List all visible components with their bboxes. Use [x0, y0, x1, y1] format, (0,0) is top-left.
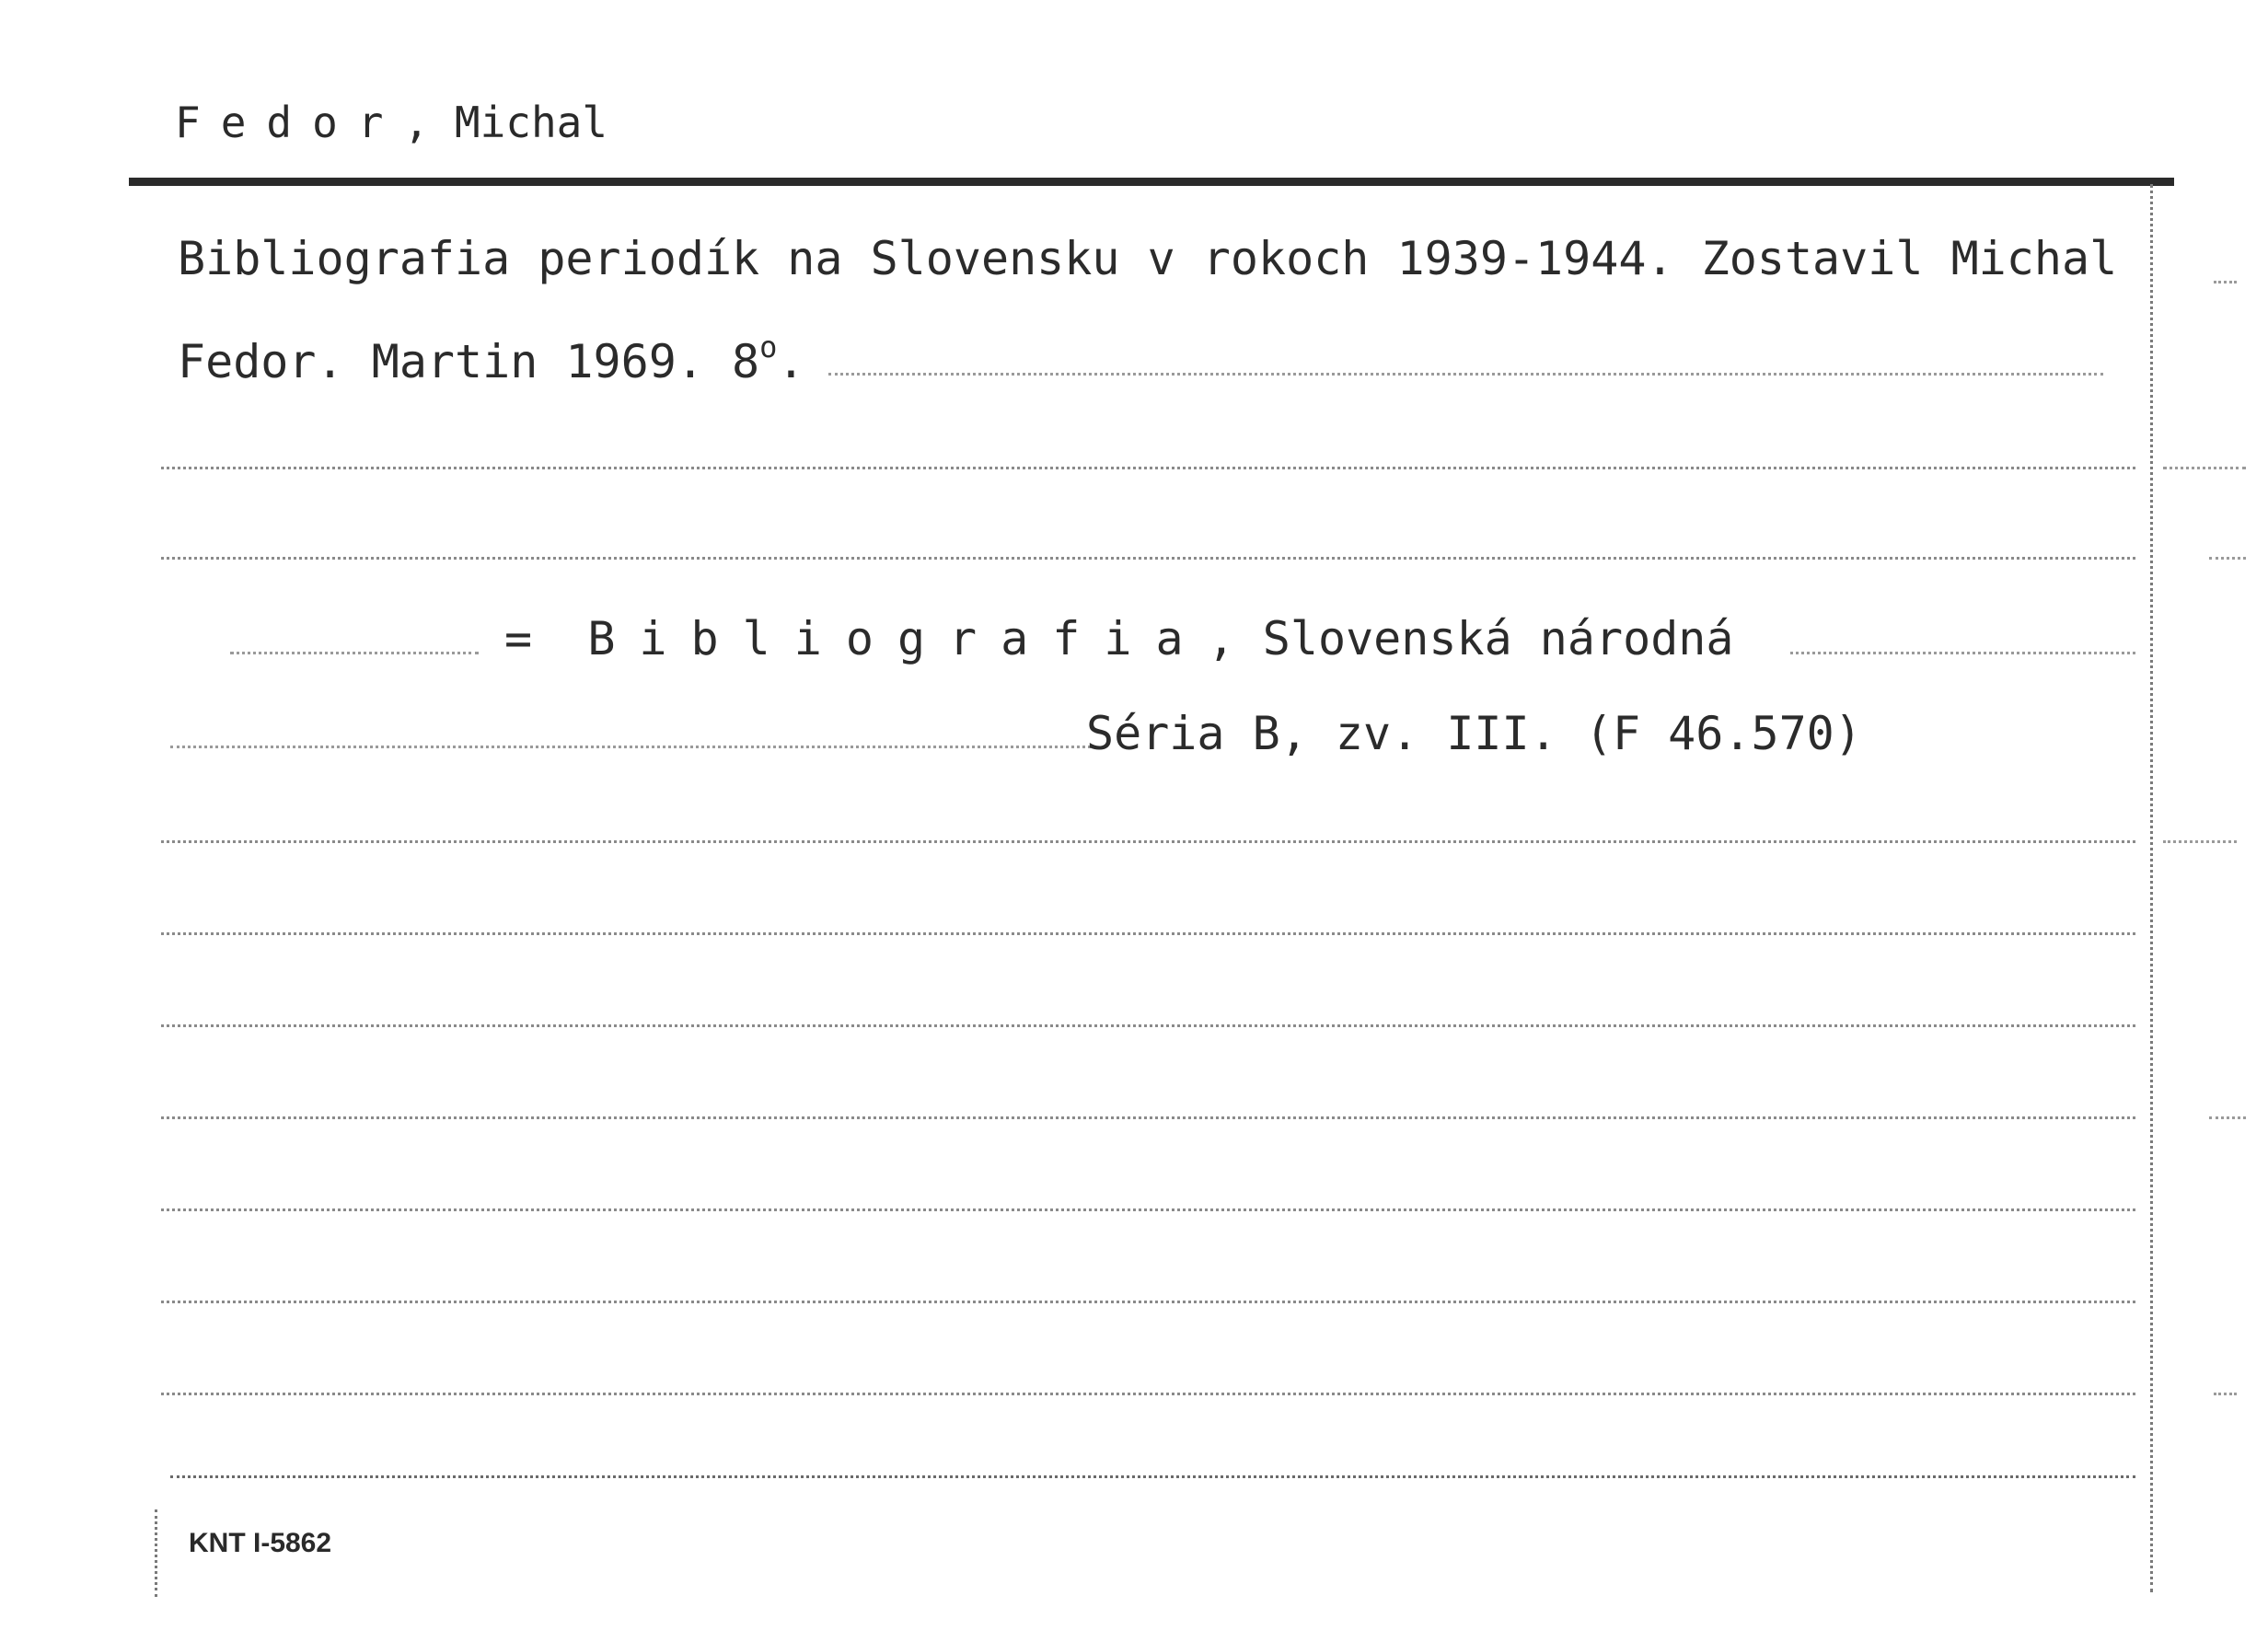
title-line-1: Bibliografia periodík na Slovensku v rokoch 1939-1944. Zostavil Michal — [178, 232, 2118, 285]
series-prefix: = — [504, 612, 533, 665]
library-stamp: KNT I-5862 — [189, 1528, 332, 1558]
margin-mark — [2214, 1393, 2237, 1395]
series-line-2: Séria B, zv. III. (F 46.570) — [1086, 707, 1862, 760]
format-superscript: o — [759, 330, 778, 364]
series-title: Bibliografia — [587, 612, 1208, 665]
margin-mark — [2214, 281, 2237, 283]
imprint-text: Fedor. Martin 1969. 8 — [178, 335, 760, 388]
heading-separator: , — [403, 98, 430, 147]
guide-line — [161, 840, 2135, 843]
dotted-fill — [170, 746, 1091, 748]
margin-mark — [2163, 840, 2237, 843]
bottom-rule — [170, 1475, 2135, 1478]
left-margin-line — [155, 1509, 157, 1597]
guide-line — [161, 1208, 2135, 1211]
right-margin-line — [2150, 184, 2153, 1592]
guide-line — [161, 1301, 2135, 1303]
guide-line — [161, 932, 2135, 935]
series-line-1 — [504, 612, 1734, 665]
author-given-name: Michal — [454, 98, 608, 147]
guide-line — [161, 467, 2135, 469]
author-surname: Fedor — [175, 98, 404, 147]
guide-line — [161, 1116, 2135, 1119]
series-rest: , Slovenská národná — [1207, 612, 1734, 665]
imprint-end: . — [777, 335, 805, 388]
heading-rule — [129, 178, 2174, 186]
guide-line — [161, 1393, 2135, 1395]
card-heading — [175, 98, 608, 147]
dotted-fill — [230, 652, 479, 654]
margin-mark — [2209, 1116, 2246, 1119]
guide-line — [161, 557, 2135, 560]
margin-mark — [2163, 467, 2246, 469]
dotted-fill — [828, 373, 2103, 376]
title-line-2 — [178, 330, 805, 388]
dotted-fill — [1790, 652, 2135, 654]
margin-mark — [2209, 557, 2246, 560]
guide-line — [161, 1024, 2135, 1027]
